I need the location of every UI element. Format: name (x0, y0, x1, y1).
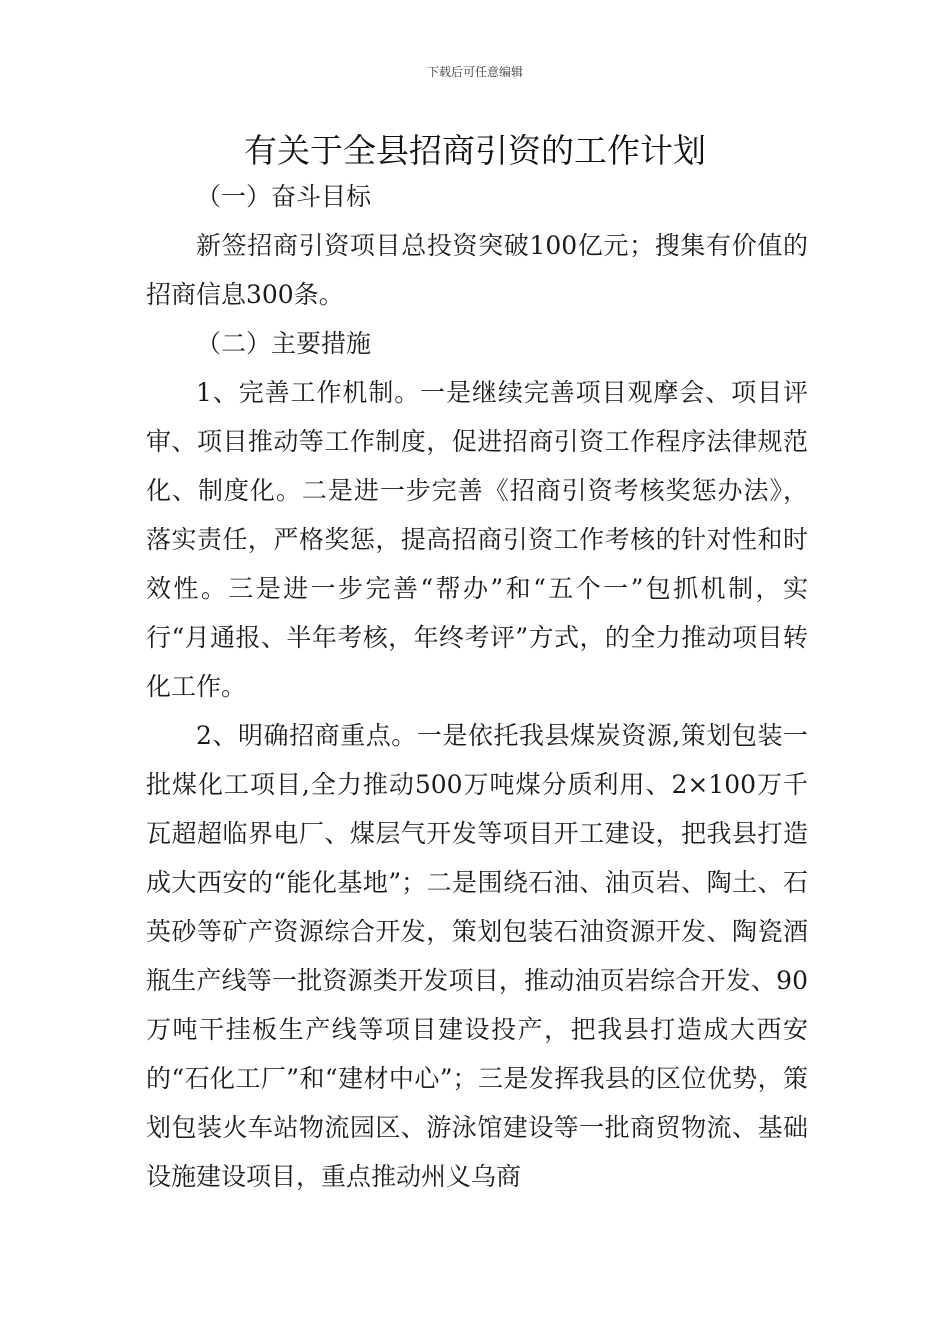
section-heading-measures: （二）主要措施 (196, 329, 372, 358)
paragraph-measure-1: 1、完善工作机制。一是继续完善项目观摩会、项目评审、项目推动等工作制度，促进招商引资工作程序法律规范化、制度化。二是进一步完善《招商引资考核奖惩办法》，落实责任，严格奖惩，提高招商引资工作考核的针对性和时效性。三是进一步完善“帮办”和“五个一”包抓机制，实行“月通报、半年考核，年终考评”方式，的全力推动项目转化工作。 (146, 378, 808, 701)
paragraph-goal: 新签招商引资项目总投资突破100亿元；搜集有价值的招商信息300条。 (146, 231, 808, 309)
paragraph-measure-2: 2、明确招商重点。一是依托我县煤炭资源,策划包装一批煤化工项目,全力推动500万吨煤分质利用、2×100万千瓦超超临界电厂、煤层气开发等项目开工建设，把我县打造成大西安的“能化基地”；二是围绕石油、油页岩、陶土、石英砂等矿产资源综合开发，策划包装石油资源开发、陶瓷酒瓶生产线等一批资源类开发项目，推动油页岩综合开发、90万吨干挂板生产线等项目建设投产，把我县打造成大西安的“石化工厂”和“建材中心”；三是发挥我县的区位优势，策划包装火车站物流园区、游泳馆建设等一批商贸物流、基础设施建设项目，重点推动州义乌商 (146, 721, 808, 1191)
document-body (146, 172, 808, 1201)
section-heading-goal: （一）奋斗目标 (196, 182, 372, 211)
document-title: 有关于全县招商引资的工作计划 (244, 131, 706, 170)
header-note: 下载后可任意编辑 (426, 65, 523, 79)
